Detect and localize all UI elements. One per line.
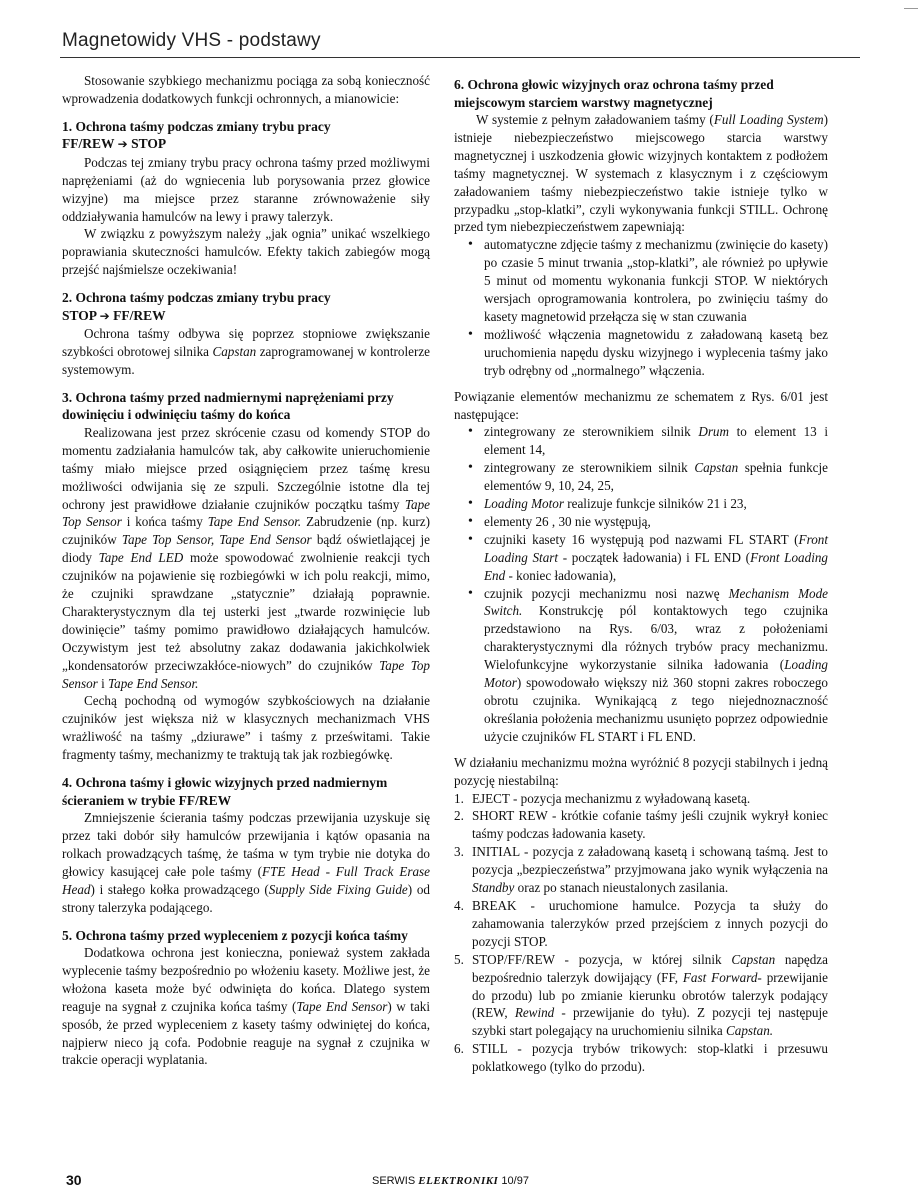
list-item: • Loading Motor realizuje funkcje silników 21 i 23, [484,495,828,513]
section-1-heading: 1. Ochrona taśmy podczas zmiany trybu pracy FF/REW ➔ STOP [62,118,331,152]
page-number: 30 [66,1172,82,1188]
list-item: 6. STILL - pozycja trybów trikowych: stop-klatki i przesuwu poklatkowego (tylko do przodu). [454,1041,828,1075]
section-2-p1: Ochrona taśmy odbywa się poprzez stopniowe zwiększanie szybkości obrotowej silnika Capstan zaprogramowanej w kontrolerze systemowym. [62,326,430,377]
list-item: • czujnik pozycji mechanizmu nosi nazwę Mechanism Mode Switch. Konstrukcję pól kontaktowych tego czujnika przedstawiono na Rys. 6/03, wraz z położeniami charakterystycznymi dla różnych trybów pracy mechanizmu. Wielofunkcyjne wykorzystanie silnika ładowania (Loading Motor) spowodowało większy niż 360 stopni zakres roboczego obrotu czujnika. Wynikającą z tego niejednoznaczność określania położenia mechanizmu usunięto poprzez odpowiednie użycie czujników FL START i FL END. [484,585,828,746]
section-1-p2: W związku z powyższym należy „jak ognia” unikać wszelkiego poprawiania skuteczności hamulców. Efekty takich zabiegów mogą przejść najśmielsze oczekiwania! [62,226,430,278]
section-5-heading: 5. Ochrona taśmy przed wypleceniem z pozycji końca taśmy [62,927,408,943]
section-6-heading: 6. Ochrona głowic wizyjnych oraz ochrona taśmy przed miejscowym starciem warstwy magnetycznej [454,77,774,110]
page-header-title: Magnetowidy VHS - podstawy [62,30,321,51]
list-item: • zintegrowany ze sterownikiem silnik Capstan spełnia funkcje elementów 9, 10, 24, 25, [484,459,828,495]
list-item: • czujniki kasety 16 występują pod nazwami FL START (Front Loading Start - początek ładowania) i FL END (Front Loading End - koniec ładowania), [484,531,828,585]
arrow-right-icon: ➔ [117,137,128,152]
section-1-p1: Podczas tej zmiany trybu pracy ochrona taśmy przed możliwymi naprężeniami (aż do wgniecenia lub porysowania przez głowice wizyjne) ma miejsce przez staranne zrównoważenie siły oddziaływania hamulców na lewy i prawy talerzyk. [62,154,430,224]
positions-list [454,790,828,1077]
list-item: 1. EJECT - pozycja mechanizmu z wyładowaną kasetą. [454,790,751,806]
relation-intro: Powiązanie elementów mechanizmu ze schematem z Rys. 6/01 jest następujące: [454,388,828,422]
arrow-right-icon: ➔ [99,308,110,323]
section-3-heading: 3. Ochrona taśmy przed nadmiernymi naprężeniami przy dowinięciu i odwinięciu taśmy do końca [62,389,394,423]
section-3-p2: Cechą pochodną od wymogów szybkościowych na działanie czujników jest większa niż w klasycznych mechanizmach VHS wrażliwość na taśmy „dziurawe” i taśmy z prześwitami. Takie fragmenty taśmy, mechanizmy te traktują tak jak rozbiegówkę. [62,693,430,763]
relation-list [454,423,828,745]
section-4-p1: Zmniejszenie ścierania taśmy podczas przewijania uzyskuje się przez taki dobór siły hamulców przewijania i kątów opasania na rolkach prowadzących taśmę, że taśma w tym trybie nie dotyka do głowicy kasującej całe pole taśmy (FTE Head - Full Track Erase Head) i stałego kołka prowadzącego (Supply Side Fixing Guide) od strony talerzyka podającego. [62,810,430,915]
section-3-p1: Realizowana jest przez skrócenie czasu od komendy STOP do momentu zadziałania hamulców tak, aby całkowite unieruchomienie taśmy miało miejsce przed osiągnięciem przez taśmę kresu możliwości odwijania się ze szpuli. Szczególnie istotne dla tej ochrony jest prawidłowe działanie czujników początku taśmy Tape Top Sensor i końca taśmy Tape End Sensor. Zabrudzenie (np. kurz) czujników Tape Top Sensor, Tape End Sensor bądź oświetlającej je diody Tape End LED może spowodować zwolnienie reakcji tych czujników na pojawienie się rozbiegówki w ich polu reakcji, mimo, że czujniki sprawdzane „statycznie” działają poprawnie. Charakterystycznym dla tej usterki jest „twarde rozwinięcie lub dowinięcie” taśmy pomimo prawidłowo działających hamulców. Oczywistym jest też absolutny zakaz dodawania jakichkolwiek „kondensatorów przeciwzakłóce-niowych” do czujników Tape Top Sensor i Tape End Sensor. [62,424,431,691]
list-item: • zintegrowany ze sterownikiem silnik Drum to element 13 i element 14, [484,423,828,459]
header-rule [60,57,860,58]
section-2-heading: 2. Ochrona taśmy podczas zmiany trybu pracy STOP ➔ FF/REW [62,290,331,323]
magazine-name: ELEKTRONIKI [418,1175,499,1187]
list-item: • automatyczne zdjęcie taśmy z mechanizmu (zwinięcie do kasety) po czasie 5 minut trwania „stop-klatki”, ale również po upływie 5 minut od momentu wykonania funkcji STOP. W niektórych wersjach oprogramowania kontrolera, po zwinięciu taśmy do kasety magnetowid przełącza się w stan czuwania [484,236,828,326]
section-4-heading: 4. Ochrona taśmy i głowic wizyjnych przed nadmiernym ścieraniem w trybie FF/REW [62,775,388,808]
right-column [454,72,828,1076]
list-item: 3. INITIAL - pozycja z załadowaną kasetą i schowaną taśmą. Jest to pozycja „bezpieczeństwa” przyjmowana jako wynik wyłączenia na Standby oraz po stanach nieustalonych zasilania. [454,844,828,896]
list-item: • elementy 26 , 30 nie występują, [484,513,828,531]
list-item: 5. STOP/FF/REW - pozycja, w której silnik Capstan napędza bezpośrednio talerzyk dowijający (FF, Fast Forward- przewijanie do przodu) lub po zmianie kierunku obrotów talerzyk podający (REW, Rewind - przewijanie do tyłu). Z pozycji tej następuje szybki start polegający na uruchomieniu silnika Capstan. [454,951,828,1039]
list-item: 2. SHORT REW - krótkie cofanie taśmy jeśli czujnik wykrył koniec taśmy podczas ładowania kasety. [454,808,828,842]
left-column [62,72,430,1069]
list-item: 4. BREAK - uruchomione hamulce. Pozycja ta służy do zahamowania talerzyków przed przejściem z innych pozycji do pozycji STOP. [454,897,828,949]
section-6-list [454,236,828,379]
list-item: • możliwość włączenia magnetowidu z załadowaną kasetą bez uruchomienia napędu dysku wizyjnego i wyplecenia taśmy jako tryb odrębny od „normalnego” włączenia. [484,326,828,380]
section-6-p1: W systemie z pełnym załadowaniem taśmy (Full Loading System) istnieje niebezpieczeństwo miejscowego starcia warstwy magnetycznej i uszkodzenia głowic wizyjnych kontaktem z podłożem taśmy magnetycznej. W systemach z klasycznym i z częściowym załadowaniem taśmy niebezpieczeństwo takie istnieje tylko w przypadku „stop-klatki”, czyli wykonywania funkcji STILL. Ochronę przed tym niebezpieczeństwem zapewniają: [454,112,828,235]
positions-intro: W działaniu mechanizmu można wyróżnić 8 pozycji stabilnych i jedną pozycję niestabilną: [454,754,828,788]
magazine-footer: SERWIS ELEKTRONIKI 10/97 [372,1175,529,1187]
section-5-p1: Dodatkowa ochrona jest konieczna, ponieważ system zakłada wyplecenie taśmy bezpośrednio po włożeniu kasety. Możliwe jest, że włożona kaseta może być odwinięta do końca. Dlatego system reaguje na sygnał z czujnika końca taśmy (Tape End Sensor) w taki sposób, że przed wypleceniem z kasety taśmy odwiniętej do końca, najpierw nieco ją cofa. Podobnie reaguje na sygnał z czujnika w trakcie operacji wyplatania. [62,945,430,1068]
corner-mark [904,0,918,9]
intro-paragraph: Stosowanie szybkiego mechanizmu pociąga za sobą konieczność wprowadzenia dodatkowych funkcji ochronnych, a mianowicie: [62,73,430,106]
